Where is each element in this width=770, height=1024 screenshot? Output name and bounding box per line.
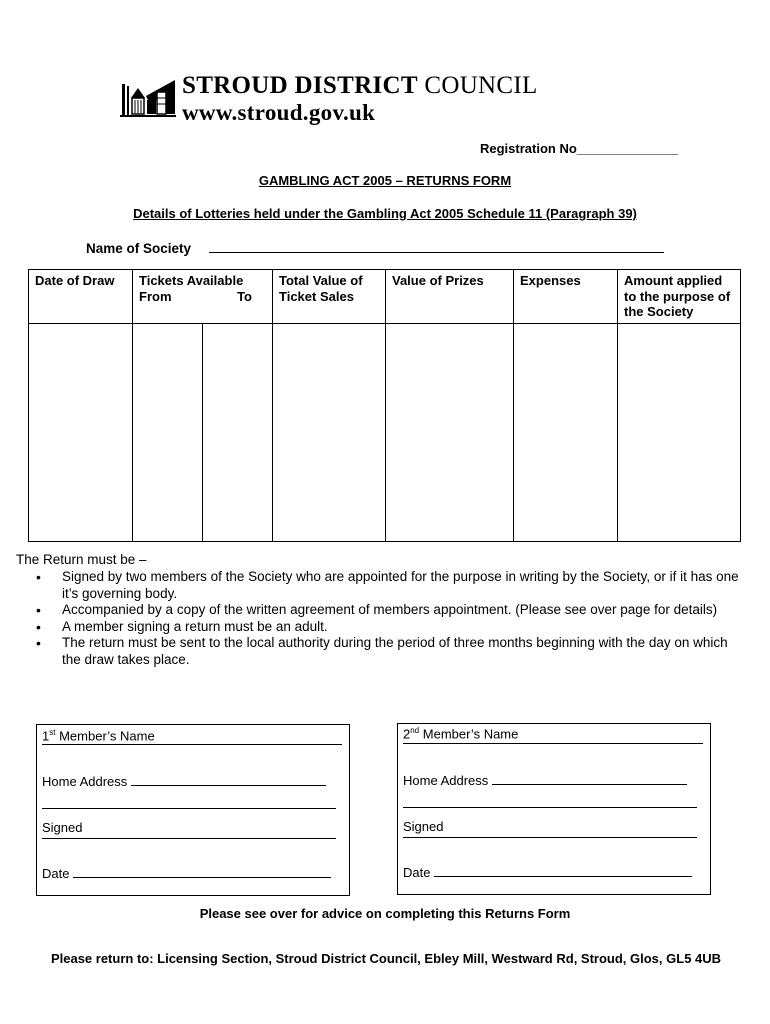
- member2-date-row: [403, 865, 692, 880]
- form-subtitle: Details of Lotteries held under the Gambling Act 2005 Schedule 11 (Paragraph 39): [133, 206, 637, 221]
- tickets-from-to: [139, 289, 266, 305]
- tickets-available-label: Tickets Available: [139, 273, 244, 288]
- cell-amount-applied[interactable]: [618, 323, 741, 541]
- council-website: www.stroud.gov.uk: [182, 100, 376, 125]
- member2-address-label: Home Address: [403, 773, 489, 788]
- col-amount-applied: Amount applied to the purpose of the Society: [618, 270, 741, 324]
- cell-tickets-to[interactable]: [203, 323, 273, 541]
- cell-date-of-draw[interactable]: [29, 323, 133, 541]
- member2-address-field[interactable]: [492, 773, 687, 785]
- col-date-of-draw: Date of Draw: [29, 270, 133, 324]
- return-requirements-list: [36, 569, 742, 669]
- list-item: • Accompanied by a copy of the written agreement of members appointment. (Please see over page for details): [36, 602, 742, 619]
- member1-name-label: 1st Member’s Name: [42, 728, 155, 744]
- return-requirements-intro: The Return must be –: [16, 552, 147, 567]
- society-name-field[interactable]: [209, 240, 664, 253]
- second-member-box: [397, 723, 711, 895]
- member1-date-field[interactable]: [73, 866, 331, 878]
- form-title: GAMBLING ACT 2005 – RETURNS FORM: [258, 173, 512, 188]
- col-value-of-prizes: Value of Prizes: [386, 270, 514, 324]
- member2-date-label: Date: [403, 865, 431, 880]
- cell-expenses[interactable]: [514, 323, 618, 541]
- member1-name-field[interactable]: [42, 744, 342, 745]
- member2-address-field-2[interactable]: [403, 807, 697, 808]
- member1-signed-label: Signed: [42, 820, 83, 835]
- member1-address-field-2[interactable]: [42, 808, 336, 809]
- member1-address-field[interactable]: [131, 774, 326, 786]
- society-name-row: [86, 240, 664, 256]
- list-item: • The return must be sent to the local authority during the period of three months beginning with the day on which the draw takes place.: [36, 635, 742, 668]
- member2-signed-label: Signed: [403, 819, 444, 834]
- col-total-value: Total Value of Ticket Sales: [273, 270, 386, 324]
- cell-total-value[interactable]: [273, 323, 386, 541]
- society-name-label: Name of Society: [86, 241, 192, 256]
- list-item: • Signed by two members of the Society who are appointed for the purpose in writing by the Society, or if it has one it’s governing body.: [36, 569, 742, 602]
- cell-tickets-from[interactable]: [133, 323, 203, 541]
- member2-address-row: [403, 773, 687, 788]
- council-name: STROUD DISTRICT COUNCIL: [182, 72, 538, 99]
- member1-date-label: Date: [42, 866, 70, 881]
- tickets-from-label: From: [139, 288, 172, 304]
- lottery-returns-table: [28, 269, 741, 542]
- member2-date-field[interactable]: [434, 865, 692, 877]
- table-entry-row: [29, 323, 741, 541]
- registration-number-label: Registration No______________: [480, 141, 679, 156]
- col-expenses: Expenses: [514, 270, 618, 324]
- return-address: Please return to: Licensing Section, Stroud District Council, Ebley Mill, Westward Rd, Stroud, Glos, GL5 4UB: [50, 951, 722, 966]
- member1-address-label: Home Address: [42, 774, 128, 789]
- member2-name-label: 2nd Member’s Name: [403, 726, 519, 742]
- member1-signed-field[interactable]: [42, 838, 336, 839]
- cell-value-of-prizes[interactable]: [386, 323, 514, 541]
- council-logo-icon: [120, 78, 178, 120]
- member1-address-row: [42, 774, 326, 789]
- member1-date-row: [42, 866, 331, 881]
- member2-name-field[interactable]: [403, 743, 703, 744]
- list-item: • A member signing a return must be an adult.: [36, 619, 742, 636]
- member2-signed-field[interactable]: [403, 837, 697, 838]
- tickets-to-label: To: [237, 288, 252, 304]
- col-tickets-available: [133, 270, 273, 324]
- first-member-box: [36, 724, 350, 896]
- table-header-row: [29, 270, 741, 324]
- advice-note: Please see over for advice on completing this Returns Form: [199, 906, 571, 921]
